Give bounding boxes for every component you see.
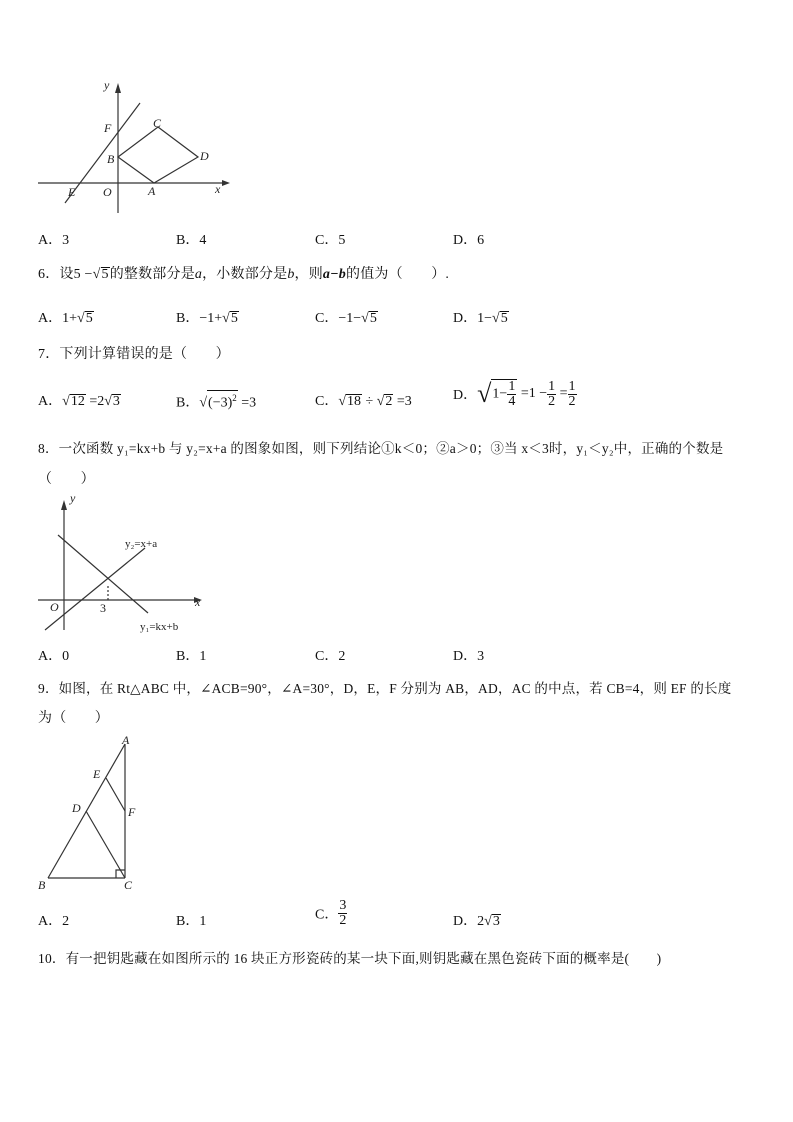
q7-stem: 7．下列计算错误的是（ ） [38,347,230,362]
q6-option-c-letter: C． [315,311,339,326]
q9-segment-dc [86,811,125,878]
q7-option-c-eq: =3 [393,394,412,409]
q9-option-b[interactable]: B．1 [176,914,207,929]
q7-option-c[interactable]: C．√18 ÷ √2 =3 [315,394,412,409]
q5-label-y: y [104,78,110,92]
q6-option-a[interactable]: A．1+√5 [38,311,93,326]
q9-option-d-letter: D．2 [453,914,485,929]
q7-option-a[interactable]: A．√12 =2√3 [38,394,120,409]
q7-option-d-d2: 2 [548,393,556,409]
q5-option-c[interactable]: C．5 [315,233,346,248]
q7-option-d[interactable] [453,379,577,409]
q9-stem-line1: 9．如图，在 Rt△ABC 中，∠ACB=90°，∠A=30°，D，E，F 分别为 AB，AD，AC 的中点，若 CB=4，则 EF 的长度 [38,681,732,696]
q7-option-a-eq: =2 [85,394,105,409]
q6-option-d[interactable]: D．1−√5 [453,311,508,326]
q5-label-a: A [148,184,156,198]
q6-prefix: 6．设 [38,267,74,282]
q9-label-c: C [124,878,133,892]
q8-label-3: 3 [100,601,106,615]
q5-option-b[interactable]: B．4 [176,233,207,248]
q7-option-b[interactable]: B．$√(-3)^2 =3$ [176,390,256,412]
q9-option-d[interactable]: D．2√3 [453,914,500,929]
q5-option-a[interactable]: A．3 [38,233,70,248]
q9-figure [30,730,160,895]
q7-option-d-frac2 [547,380,556,409]
q7-option-c-root: 18 [347,394,362,409]
q7-option-d-n1: 1 [508,379,516,394]
q8-stem-line2: （ ） [38,472,95,487]
q7-option-b-eq: =3 [237,395,257,411]
q6-option-a-letter: A． [38,311,63,326]
q7-option-c-div: ÷ [362,394,377,409]
q9-option-d-root: 3 [492,914,500,929]
q8-line-y2 [45,548,145,630]
q5-figure [30,75,240,220]
q6-suffix: 的值为（ ）. [346,267,450,282]
q7-option-b-root: (−3) [208,395,233,411]
q9-option-c-den: 2 [339,913,347,928]
q8-label-x: x [195,595,201,609]
q9-label-a: A [122,733,130,747]
q6-option-c-root: 5 [369,311,377,326]
q9-option-c[interactable] [315,899,347,928]
q5-label-c: C [153,116,162,130]
q6-mid: 的整数部分是 [109,267,195,282]
q7-option-b-letter: B． [176,395,200,411]
q8-label-line1: y₁=kx+b [140,621,179,633]
q9-label-f: F [128,805,136,819]
q7-option-d-radicand [491,379,517,409]
q7-option-d-eq: =1 − [517,386,548,401]
q9-label-d: D [72,801,81,815]
q7-option-d-n2: 1 [548,378,556,394]
q7-option-b-radicand [207,390,238,411]
q6-option-a-pre: 1+ [62,311,78,326]
q7-option-b-sup: 2 [232,393,237,403]
q9-option-c-frac [338,899,347,928]
q7-option-d-eq2: = [556,386,568,401]
q6-expr-a: 5 − [73,267,93,282]
q7-option-d-pre: 1− [492,386,508,402]
q5-label-o: O [103,185,112,199]
q9-label-b: B [38,878,46,892]
q6-option-d-pre: 1− [477,311,493,326]
q6-option-c-pre: −1− [338,311,362,326]
q9-option-c-num: 3 [339,898,347,913]
q7-option-d-letter: D． [453,388,478,403]
q7-option-a-root: 12 [70,394,85,409]
q7-option-d-frac1 [507,380,516,409]
q7-option-c-letter: C． [315,394,339,409]
q6-option-b-letter: B． [176,311,200,326]
q7-option-c-root2: 2 [385,394,393,409]
q7-option-d-n3: 1 [568,378,576,394]
q8-label-o: O [50,600,59,614]
q6-option-a-root: 5 [85,311,93,326]
q6-option-c[interactable]: C．−1−√5 [315,311,377,326]
q7-option-d-radical-sign: √ [477,379,492,408]
q6-option-d-letter: D． [453,311,478,326]
q6-option-b[interactable]: B．−1+√5 [176,311,238,326]
q8-figure [30,490,220,640]
q9-stem-line2: 为（ ） [38,711,109,726]
q6-option-b-pre: −1+ [199,311,223,326]
q10-stem: 10．有一把钥匙藏在如图所示的 16 块正方形瓷砖的某一块下面,则钥匙藏在黑色瓷砖下面的概率是( ) [38,951,662,966]
q5-label-b: B [107,152,115,166]
q5-label-x: x [215,182,221,196]
q8-option-a[interactable]: A．0 [38,649,70,664]
q7-option-d-frac3 [568,380,577,409]
q9-label-e: E [93,767,101,781]
q6-var-b: b [287,267,295,282]
q5-label-d: D [200,149,209,163]
q9-option-a[interactable]: A．2 [38,914,70,929]
q8-stem-line1: 8．一次函数 y₁=kx+b 与 y₂=x+a 的图象如图，则下列结论①k＜0；②a＞0；③当 x＜3时，y₁＜y₂中，正确的个数是 [38,441,724,456]
q8-label-y: y [70,491,76,505]
q6-stem: 6．设5 −√5的整数部分是a，小数部分是b，则a−b的值为（ ）. [38,267,450,282]
q5-rhombus [118,127,198,183]
q8-option-b[interactable]: B．1 [176,649,207,664]
q6-option-d-root: 5 [500,311,508,326]
q7-option-a-root2: 3 [112,394,120,409]
q8-option-d[interactable]: D．3 [453,649,485,664]
q6-expr-root: 5 [101,267,109,282]
q6-var-a: a [194,267,203,282]
q7-option-d-d3: 2 [568,393,576,409]
q8-label-line2: y₂=x+a [125,538,158,550]
q6-mid3: ，则 [294,267,323,282]
q6-option-b-root: 5 [230,311,238,326]
q5-label-e: E [68,185,76,199]
q5-option-d[interactable]: D．6 [453,233,485,248]
q7-option-a-letter: A． [38,394,63,409]
q5-label-f: F [104,121,112,135]
q9-option-c-letter: C． [315,907,339,923]
q8-option-c[interactable]: C．2 [315,649,346,664]
q6-expr-ab: a−b [322,267,347,282]
q6-mid2: ，小数部分是 [202,267,288,282]
q9-segment-ef [106,778,125,811]
q7-option-d-d1: 4 [508,394,516,409]
